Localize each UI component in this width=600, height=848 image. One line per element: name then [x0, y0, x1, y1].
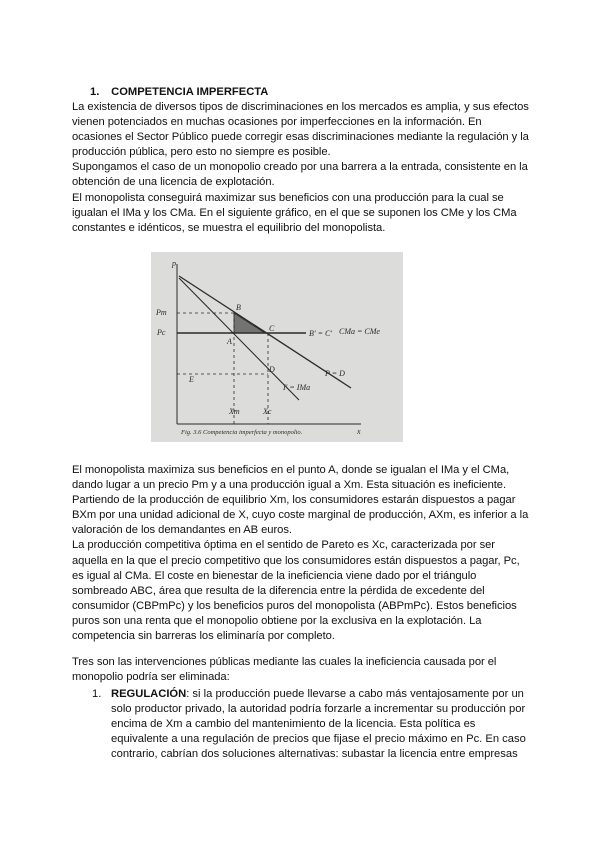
pc-label: Pc [157, 328, 166, 337]
point-a-label: A [227, 337, 232, 346]
list-item-number: 1. [92, 688, 102, 700]
cost-line-label: B' = C' [309, 329, 333, 338]
xc-label: Xc [263, 407, 272, 416]
point-c-label: C [269, 324, 275, 333]
point-b-label: B [236, 303, 241, 312]
section-number: 1. [90, 86, 100, 98]
point-d-label: D [269, 365, 275, 374]
point-e-label: E [189, 375, 194, 384]
analysis-paragraph: La producción competitiva óptima en el sentido de Pareto es Xc, caracterizada por ser aquella en la que el precio competitivo que los consumidores están dispuestos a pagar, Pc, es igual al CMa. El coste en bienestar de la ineficiencia viene dado por el triángulo sombreado ABC, área que resulta de la diferencia entre la pérdida de excedente del consumidor (CBPmPc) y los beneficios puros del monopolista (ABPmPc). Estos beneficios puros son una renta que el monopolio obtiene por la exclusiva en la explotación. La competencia sin barreras los eliminaría por completo. [72, 539, 520, 643]
monopoly-figure [151, 252, 403, 442]
intro-paragraph: El monopolista conseguirá maximizar sus beneficios con una producción para la cual se igualan el IMa y los CMa. En el siguiente gráfico, en el que se suponen los CMe y los CMa constantes e idénticos, se muestra el equilibrio del monopolista. [72, 191, 517, 234]
interventions-intro [72, 655, 532, 685]
section-title: COMPETENCIA IMPERFECTA [111, 86, 269, 98]
intro-text [72, 100, 532, 236]
pm-label: Pm [156, 308, 167, 317]
list-item-body [111, 687, 532, 762]
list-item [92, 687, 532, 762]
analysis-paragraph: Partiendo de la producción de equilibrio Xm, los consumidores estarán dispuestos a pagar BXm por una unidad adicional de X, cuyo coste marginal de producción, AXm, es inferior a la valoración de los demandantes en AB euros. [72, 494, 529, 537]
quantity-axis-label: x [357, 427, 361, 436]
marginal-revenue-label: I' = IMa [283, 383, 311, 392]
interventions-list [92, 687, 532, 762]
figure-caption: Fig. 3.6 Competencia imperfecta y monopolio. [181, 429, 303, 436]
interventions-intro-text: Tres son las intervenciones públicas mediante las cuales la ineficiencia causada por el monopolio podría ser eliminada: [72, 656, 497, 684]
analysis-paragraph: El monopolista maximiza sus beneficios en el punto A, donde se igualan el IMa y el CMa, dando lugar a un precio Pm y a una producción igual a Xm. Esta situación es ineficiente. [72, 464, 510, 492]
intro-paragraph: La existencia de diversos tipos de discriminaciones en los mercados es amplia, y sus efectos vienen potenciados en muchas ocasiones por imperfecciones en la información. En ocasiones el Sector Público puede corregir esas discriminaciones mediante la regulación y la producción pública, pero esto no siempre es posible. [72, 101, 529, 159]
marginal-revenue-line [179, 278, 299, 400]
list-item-title: REGULACIÓN [111, 688, 187, 700]
section-heading [90, 86, 268, 98]
price-axis-label: p [172, 259, 176, 268]
xm-label: Xm [229, 407, 240, 416]
list-item-text: : si la producción puede llevarse a cabo más ventajosamente por un solo productor privado, la autoridad podría forzarle a incrementar su producción por encima de Xm a cambio del mantenimiento de la licencia. Esta política es equivalente a una regulación de precios que fijase el precio máximo en Pc. En caso contrario, cabrían dos soluciones alternativas: subastar la licencia entre empresas [111, 688, 526, 761]
cost-note-label: CMa = CMe [339, 327, 380, 336]
demand-label: P = D [325, 369, 345, 378]
welfare-loss-triangle [234, 313, 265, 333]
analysis-text [72, 463, 532, 644]
intro-paragraph: Supongamos el caso de un monopolio creado por una barrera a la entrada, consistente en la obtención de una licencia de explotación. [72, 161, 528, 189]
